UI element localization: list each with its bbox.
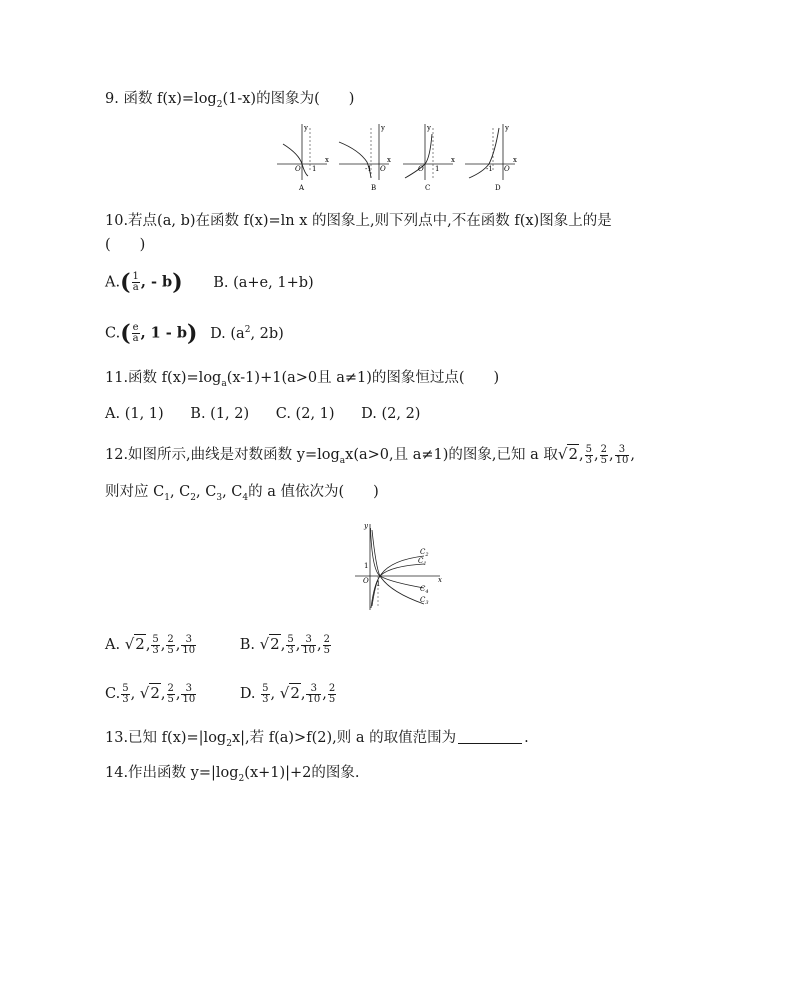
q12-b-f3n: 3	[301, 635, 316, 646]
q9-graphs	[275, 122, 525, 194]
q12-d-f2d: 5	[328, 693, 336, 705]
q12-fig-c2: $C_2$	[420, 548, 429, 558]
q10-c-den: a	[132, 333, 139, 345]
q9c-label: C	[425, 184, 431, 192]
q13-text: 13.已知 f(x)=|log	[105, 730, 227, 746]
q12-line2b: 的 a 值依次为( )	[248, 484, 379, 500]
q12-d-f2n: 2	[328, 682, 336, 694]
q11-option-d: D. (2, 2)	[361, 406, 421, 422]
question-13	[105, 728, 529, 754]
q10-c-num: e	[132, 322, 139, 334]
question-12-line2: 则对应 $C_1$, $C_2$, $C_3$, $C_4$的 a 值依次为( )	[105, 484, 379, 503]
q10-d-rest: , 2b)	[250, 325, 284, 342]
q12-b-sqrt: 2	[270, 635, 280, 653]
q12-fig-o: O	[363, 577, 369, 585]
q10-a-den: a	[132, 282, 139, 293]
q10-d-prefix: D. (a	[210, 325, 245, 342]
q9d-y: y	[505, 124, 509, 132]
q12-f1d: 3	[585, 454, 592, 466]
q9d-label: D	[495, 184, 501, 192]
q12-c3: 3	[216, 492, 223, 503]
q12-figure	[350, 520, 450, 612]
q9d-tick: -1	[486, 165, 493, 173]
q12-fig-c3: $C_3$	[420, 596, 429, 606]
q12-text2: x(a>0,且 a≠1)的图象,已知 a 取	[345, 447, 558, 463]
q12-c-f2d: 5	[167, 693, 174, 705]
q11-text: 11.函数 f(x)=log	[105, 370, 222, 386]
q12-f3n: 3	[615, 445, 630, 456]
q12-a-prefix: A.	[105, 637, 121, 653]
q12-sqrt: √2	[557, 445, 578, 463]
q9b-x: x	[387, 156, 391, 164]
q12-d-f3d: 10	[307, 693, 321, 705]
q12-c4: 4	[242, 492, 249, 503]
q12-fig-y: y	[364, 522, 368, 530]
q12-d-f1d: 3	[262, 693, 269, 705]
q12-sqrt-val: 2	[568, 445, 578, 463]
q10-option-d	[210, 320, 284, 344]
q12-text: 12.如图所示,曲线是对数函数 y=log	[105, 447, 340, 463]
q9-graph-c	[403, 124, 455, 192]
q12-c-f3n: 3	[181, 684, 196, 695]
q11-sub: a	[221, 378, 227, 389]
question-9	[105, 89, 354, 115]
q12-sub: a	[339, 455, 346, 466]
q13-end: .	[524, 730, 529, 746]
q14-text2: (x+1)|+2的图象.	[244, 765, 360, 781]
q12-a-f2n: 2	[167, 633, 174, 645]
q9-graph-a	[277, 124, 329, 192]
q9c-x: x	[451, 156, 455, 164]
q9a-label: A	[299, 184, 305, 192]
q9-text2: (1-x)的图象为( )	[222, 91, 355, 107]
q12-fig-one-bottom: 1	[376, 580, 381, 588]
q12-a-f3d: 10	[182, 644, 196, 656]
q9c-y: y	[427, 124, 431, 132]
q12-c-sqrt: 2	[150, 684, 160, 702]
q12-b-f1d: 3	[287, 644, 294, 656]
q12-a-f3n: 3	[181, 635, 196, 646]
q9c-tick: 1	[435, 165, 440, 173]
q12-f1n: 5	[585, 443, 592, 455]
q12-a-sqrt: 2	[135, 635, 145, 653]
q12-fig-one-left: 1	[364, 562, 369, 570]
q14-sub: 2	[238, 773, 245, 784]
q9a-o: O	[295, 165, 301, 173]
q12-c-f1n: 5	[122, 682, 129, 694]
q10-c-prefix: C.	[105, 325, 121, 342]
q12-b-f1n: 5	[287, 633, 294, 645]
q9d-x: x	[513, 156, 517, 164]
q12-b-f2n: 2	[323, 633, 331, 645]
q12-c2: 2	[190, 492, 197, 503]
question-10-line1: 10.若点(a, b)在函数 f(x)=ln x 的图象上,则下列点中,不在函数 f(x)图象上的是	[105, 213, 612, 229]
q12-c-prefix: C.	[105, 686, 121, 702]
question-11	[105, 368, 499, 394]
q10-option-b: B. (a+e, 1+b)	[213, 274, 314, 291]
q12-fig-x: x	[438, 576, 442, 584]
question-10-line2: ( )	[105, 237, 146, 253]
q12-fig-c4: $C_4$	[420, 585, 429, 595]
q9b-tick: -1	[365, 165, 372, 173]
q11-options	[105, 404, 446, 424]
q9d-o: O	[504, 165, 510, 173]
q13-answer-blank[interactable]	[458, 743, 522, 744]
q9a-tick: 1	[312, 165, 317, 173]
q13-text2: x|,若 f(a)>f(2),则 a 的取值范围为	[231, 730, 457, 746]
q12-f3d: 10	[615, 454, 629, 466]
q12-b-f3d: 10	[302, 644, 316, 656]
q9b-label: B	[371, 184, 377, 192]
q9a-y: y	[304, 124, 308, 132]
q12-d-prefix: D.	[239, 686, 256, 702]
q12-option-a: A. √2, $\frac{5}{3}$ , $\frac{2}{5}$ , $\frac{3}{10}$	[105, 633, 196, 656]
question-12-line1: 12.如图所示,曲线是对数函数 $y=\log_ax(a>0$,且 a≠1)的图象,已知 a 取√2, $\frac{5}{3}$ , $\frac{2}{5}$ , $\frac{3}{10}$ ,	[105, 443, 635, 466]
q12-option-c: C. $\frac{5}{3}$ , √2, $\frac{2}{5}$ , $\frac{3}{10}$	[105, 682, 196, 705]
q10-a-num: 1	[132, 271, 139, 282]
q13-sub: 2	[226, 738, 232, 749]
question-14	[105, 763, 360, 789]
q10-d-sup: 2	[244, 325, 251, 335]
q9c-o: O	[418, 165, 424, 173]
q12-d-f3n: 3	[306, 684, 321, 695]
q10-options-ab	[105, 269, 340, 296]
q12-d-f1n: 5	[262, 682, 269, 694]
q12-c-f2n: 2	[167, 682, 174, 694]
q12-b-prefix: B.	[239, 637, 255, 653]
q12-c-f3d: 10	[182, 693, 196, 705]
q12-d-sqrt: 2	[290, 684, 300, 702]
q9b-o: O	[380, 165, 386, 173]
q11-text2: (x-1)+1(a>0且 a≠1)的图象恒过点( )	[226, 370, 500, 386]
q12-b-f2d: 5	[323, 644, 331, 656]
q12-option-d: D. $\frac{5}{3}$ , √2, $\frac{3}{10}$ , $\frac{2}{5}$	[239, 682, 336, 705]
q9-graph-b	[339, 124, 391, 192]
q10-c-rest: , 1 - b	[140, 324, 188, 342]
q10-option-c: C.( $\frac{e}{a}$ , 1 - b)	[105, 320, 198, 347]
q14-text: 14.作出函数 y=|log	[105, 765, 239, 781]
q9-text: 9. 函数 f(x)=log	[105, 91, 217, 107]
q12-options-cd	[105, 683, 363, 705]
q12-c-f1d: 3	[122, 693, 129, 705]
q12-c1: 1	[164, 492, 170, 503]
q9-sub: 2	[216, 99, 223, 110]
q10-a-rest: , - b	[140, 273, 173, 291]
q12-line2: 则对应 C	[105, 484, 165, 500]
q11-option-a: A. (1, 1)	[105, 406, 164, 422]
q11-option-c: C. (2, 1)	[275, 406, 335, 422]
q11-option-b: B. (1, 2)	[190, 406, 250, 422]
q9b-y: y	[381, 124, 385, 132]
q12-fig-c1: $C_1$	[418, 557, 427, 567]
q12-f2d: 5	[600, 454, 607, 466]
q12-option-b: B. √2, $\frac{5}{3}$ , $\frac{3}{10}$ , $\frac{2}{5}$	[239, 633, 331, 656]
q12-f2n: 2	[600, 443, 607, 455]
q10-options-cd	[105, 320, 310, 347]
q9-graph-d	[465, 124, 517, 192]
q12-a-f1n: 5	[152, 633, 159, 645]
q12-a-f1d: 3	[152, 644, 159, 656]
q10-a-prefix: A.	[105, 274, 121, 291]
q9a-x: x	[325, 156, 329, 164]
q12-options-ab	[105, 634, 358, 656]
q12-a-f2d: 5	[167, 644, 174, 656]
q10-option-a: A.( $\frac{1}{a}$ , - b)	[105, 269, 183, 296]
